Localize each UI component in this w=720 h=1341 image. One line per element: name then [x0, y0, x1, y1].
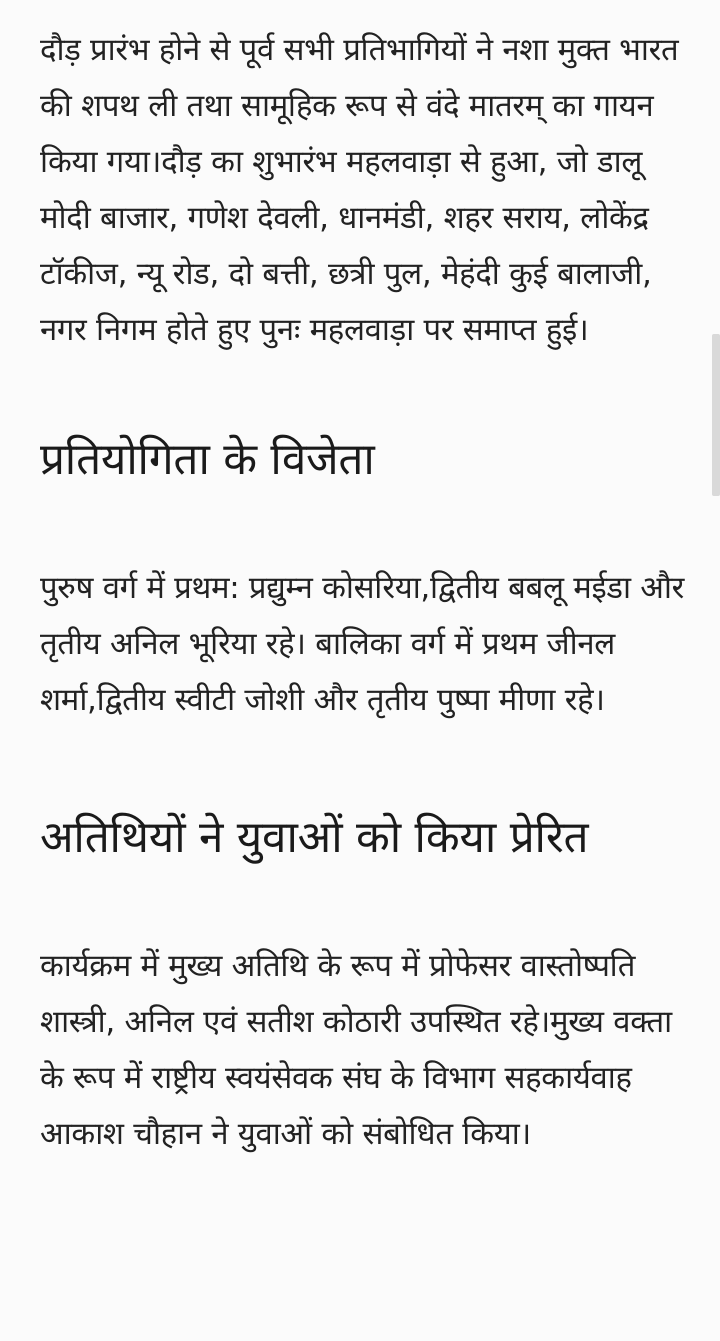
section-heading-guests: अतिथियों ने युवाओं को किया प्रेरित	[40, 812, 589, 863]
section-heading-winners: प्रतियोगिता के विजेता	[40, 434, 375, 485]
article-paragraph-race-route: दौड़ प्रारंभ होने से पूर्व सभी प्रतिभागियों ने नशा मुक्त भारत की शपथ ली तथा सामूहिक रूप से वंदे मातरम् का गायन किया गया।दौड़ का शुभारंभ महलवाड़ा से हुआ, जो डालू मोदी बाजार, गणेश देवली, धानमंडी, शहर सराय, लोकेंद्र टॉकीज, न्यू रोड, दो बत्ती, छत्री पुल, मेहंदी कुई बालाजी, नगर निगम होते हुए पुनः महलवाड़ा पर समाप्त हुई।	[40, 32, 679, 348]
article-paragraph-guests: कार्यक्रम में मुख्य अतिथि के रूप में प्रोफेसर वास्तोष्पति शास्त्री, अनिल एवं सतीश कोठारी उपस्थित रहे।मुख्य वक्ता के रूप में राष्ट्रीय स्वयंसेवक संघ के विभाग सहकार्यवाह आकाश चौहान ने युवाओं को संबोधित किया।	[40, 948, 672, 1152]
article-body	[40, 22, 690, 1162]
page-scrollbar[interactable]	[712, 334, 720, 496]
article-paragraph-winners: पुरुष वर्ग में प्रथम: प्रद्युम्न कोसरिया,द्वितीय बबलू मईडा और तृतीय अनिल भूरिया रहे। बालिका वर्ग में प्रथम जीनल शर्मा,द्वितीय स्वीटी जोशी और तृतीय पुष्पा मीणा रहे।	[40, 570, 685, 718]
